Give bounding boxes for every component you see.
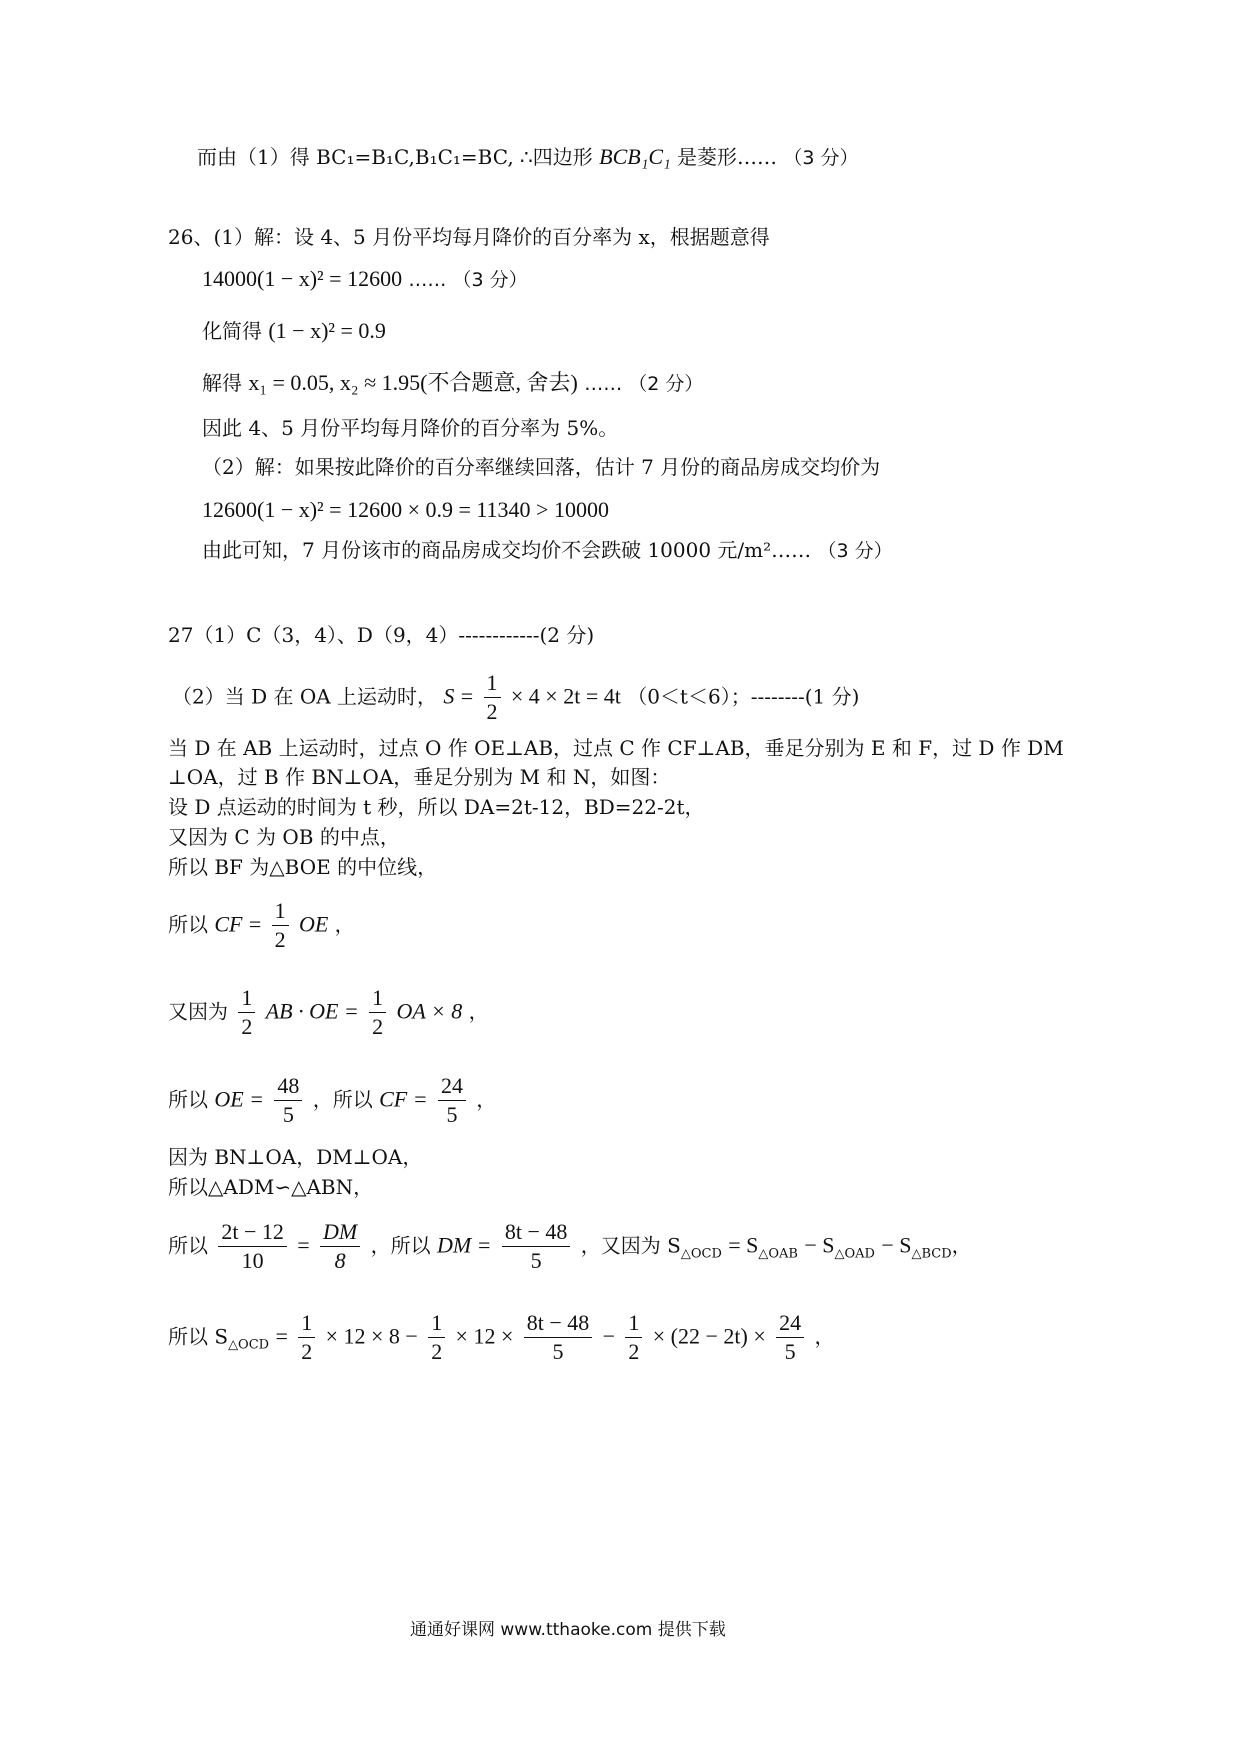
frac-num: 8t − 48 [526, 1310, 590, 1335]
q25-tail-line [197, 144, 859, 170]
cf-lhs: CF [214, 911, 243, 937]
frac-den: 2 [625, 1337, 642, 1365]
q27-oe-line [168, 1073, 496, 1129]
final-t4: × (22 − 2t) × [652, 1323, 766, 1349]
frac-num: DM [323, 1219, 358, 1244]
frac-den: 8 [320, 1246, 360, 1274]
sub-oab: △OAB [758, 1246, 798, 1262]
q27-perp: 因为 BN⊥OA，DM⊥OA， [168, 1145, 423, 1169]
q27-cf-line [168, 898, 355, 954]
cf-prefix: 所以 [168, 912, 208, 937]
cf-eq: = [248, 911, 262, 937]
fraction-24-5 [776, 1310, 804, 1366]
q27-line2-prefix: （2）当 D 在 OA 上运动时， [172, 684, 438, 709]
frac-num: 24 [440, 1073, 463, 1098]
frac-num: 1 [628, 1310, 640, 1335]
q25-shape: BCB₁C₁ [599, 144, 671, 169]
q26-eq1-score: …… （3 分） [408, 269, 528, 291]
q26-solve-eq: x₁ = 0.05, x₂ ≈ 1.95(不合题意, 舍去) [248, 370, 578, 395]
q26-eq1-line [202, 266, 528, 292]
q25-score: （3 分） [783, 147, 859, 169]
oe-mid: ，所以 [312, 1087, 373, 1112]
frac-den: 5 [776, 1337, 804, 1365]
frac-den: 2 [484, 697, 501, 725]
q26-conclusion2-line [202, 538, 893, 563]
q26-conclusion2: 由此可知，7 月份该市的商品房成交均价不会跌破 10000 元/m²…… [202, 538, 812, 562]
frac-den: 5 [274, 1100, 302, 1128]
frac-num: 8t − 48 [504, 1219, 568, 1244]
sub-ocd: △OCD [680, 1246, 722, 1262]
fraction-24-5 [438, 1073, 466, 1129]
final-end: ， [814, 1324, 835, 1349]
frac-den: 10 [218, 1246, 287, 1274]
dm-lhs: DM = [436, 1232, 492, 1258]
q25-rest: 是菱形…… [677, 145, 778, 169]
q25-text: 而由（1）得 BC₁=B₁C,B₁C₁=BC, ∴四边形 [197, 145, 593, 169]
q27-para2: ⊥OA，过 B 作 BN⊥OA，垂足分别为 M 和 N，如图： [168, 765, 671, 789]
final-prefix: 所以 S [168, 1324, 229, 1349]
frac-num: 1 [372, 985, 384, 1010]
frac-den: 2 [238, 1012, 255, 1040]
oe-end: ， [476, 1087, 497, 1112]
area-end: ， [468, 999, 489, 1024]
frac-den: 5 [502, 1246, 571, 1274]
frac-den: 2 [272, 925, 289, 953]
q27-line2-s: S [443, 683, 455, 709]
sub-oad: △OAD [834, 1246, 875, 1262]
frac-den: 2 [428, 1337, 445, 1365]
sub-bcd: △BCD [911, 1246, 952, 1262]
frac-num: 48 [277, 1073, 300, 1098]
q27-line2-rest: × 4 × 2t = 4t [510, 683, 621, 709]
fraction-one-half [272, 898, 289, 954]
q26-eq1: 14000(1 − x)² = 12600 [202, 266, 403, 291]
ratio-tail: ，又因为 S [580, 1233, 681, 1258]
fraction-8t48-5 [502, 1219, 571, 1275]
ratio-eq: = [297, 1232, 310, 1258]
fraction-one-half [625, 1310, 642, 1366]
final-eq: = [275, 1323, 288, 1349]
q27-para3: 设 D 点运动的时间为 t 秒，所以 DA=2t-12，BD=22-2t， [168, 795, 705, 819]
q26-simplify-label: 化简得 [202, 319, 262, 343]
q27-line2-eq: = [460, 683, 474, 709]
frac-num: 2t − 12 [221, 1219, 284, 1244]
q27-final-line [168, 1310, 834, 1366]
final-t3: − [602, 1323, 616, 1349]
fraction-48-5 [274, 1073, 302, 1129]
oe-prefix: 所以 [168, 1087, 208, 1112]
fraction-8t48-5 [524, 1310, 593, 1366]
ratio-mid: ，所以 [370, 1233, 431, 1258]
oe-lhs: OE = [214, 1086, 265, 1112]
q26-conclusion1: 因此 4、5 月份平均每月降价的百分率为 5%。 [202, 416, 619, 440]
q26-intro: 26、(1）解：设 4、5 月份平均每月降价的百分率为 x，根据题意得 [168, 225, 770, 249]
frac-num: 1 [431, 1310, 443, 1335]
q26-conclusion2-score: （3 分） [817, 540, 893, 562]
frac-num: 1 [241, 985, 253, 1010]
frac-den: 2 [369, 1012, 386, 1040]
fraction-2t12-10 [218, 1219, 287, 1275]
area-rhs: OA × 8 [396, 998, 463, 1024]
fraction-one-half [238, 985, 255, 1041]
frac-num: 1 [486, 670, 498, 695]
q27-similar: 所以△ADM∽△ABN， [168, 1175, 374, 1199]
frac-den: 2 [298, 1337, 315, 1365]
fraction-one-half [369, 985, 386, 1041]
fraction-one-half [298, 1310, 315, 1366]
q27-line2 [172, 670, 859, 726]
final-t1: × 12 × 8 − [325, 1323, 418, 1349]
q27-para4: 又因为 C 为 OB 的中点， [168, 825, 400, 849]
frac-den: 5 [438, 1100, 466, 1128]
cf-end: ， [334, 912, 355, 937]
frac-num: 24 [779, 1310, 802, 1335]
fraction-dm-8 [320, 1219, 360, 1275]
q26-solve-line [202, 370, 703, 396]
frac-den: 5 [524, 1337, 593, 1365]
fraction-one-half [484, 670, 501, 726]
q27-line1: 27（1）C（3，4）、D（9，4）------------(2 分) [168, 623, 595, 647]
final-sub-ocd: △OCD [228, 1337, 270, 1353]
ratio-prefix: 所以 [168, 1233, 208, 1258]
frac-num: 1 [274, 898, 286, 923]
q26-part2-intro: （2）解：如果按此降价的百分率继续回落，估计 7 月份的商品房成交均价为 [202, 455, 881, 479]
q27-para1: 当 D 在 AB 上运动时，过点 O 作 OE⊥AB，过点 C 作 CF⊥AB，垂足分别为 E 和 F，过 D 作 DM [168, 736, 1064, 760]
page-footer: 通通好课网 www.tthaoke.com 提供下载 [410, 1620, 726, 1640]
q26-eq2: 12600(1 − x)² = 12600 × 0.9 = 11340 > 10000 [202, 497, 609, 522]
cf2-lhs: CF = [379, 1086, 428, 1112]
q27-ratio-line: 所以 $\frac{2t - 12}{10}$ = $\frac{DM}{8}$ ，所以 DM = $\frac{8t - 48}{5}$ ，又因为 $S_{\triangle OCD} = S_{\triangle OAB} - S_{\triangle OAD} - S_{\triangle BCD}$， [168, 1219, 972, 1274]
q26-solve-score: …… （2 分） [584, 373, 704, 395]
area-mid: AB · OE = [265, 998, 359, 1024]
q26-simplify-line [202, 318, 386, 344]
q27-area-line [168, 985, 489, 1041]
fraction-one-half [428, 1310, 445, 1366]
q27-para5: 所以 BF 为△BOE 的中位线， [168, 855, 438, 879]
final-t2: × 12 × [455, 1323, 514, 1349]
cf-rhs: OE [298, 911, 329, 937]
frac-num: 1 [301, 1310, 313, 1335]
q27-line2-range: （0＜t＜6）；--------(1 分) [627, 684, 860, 709]
area-prefix: 又因为 [168, 999, 228, 1024]
q26-solve-label: 解得 [202, 371, 242, 395]
q26-simplify-eq: (1 − x)² = 0.9 [268, 318, 386, 343]
